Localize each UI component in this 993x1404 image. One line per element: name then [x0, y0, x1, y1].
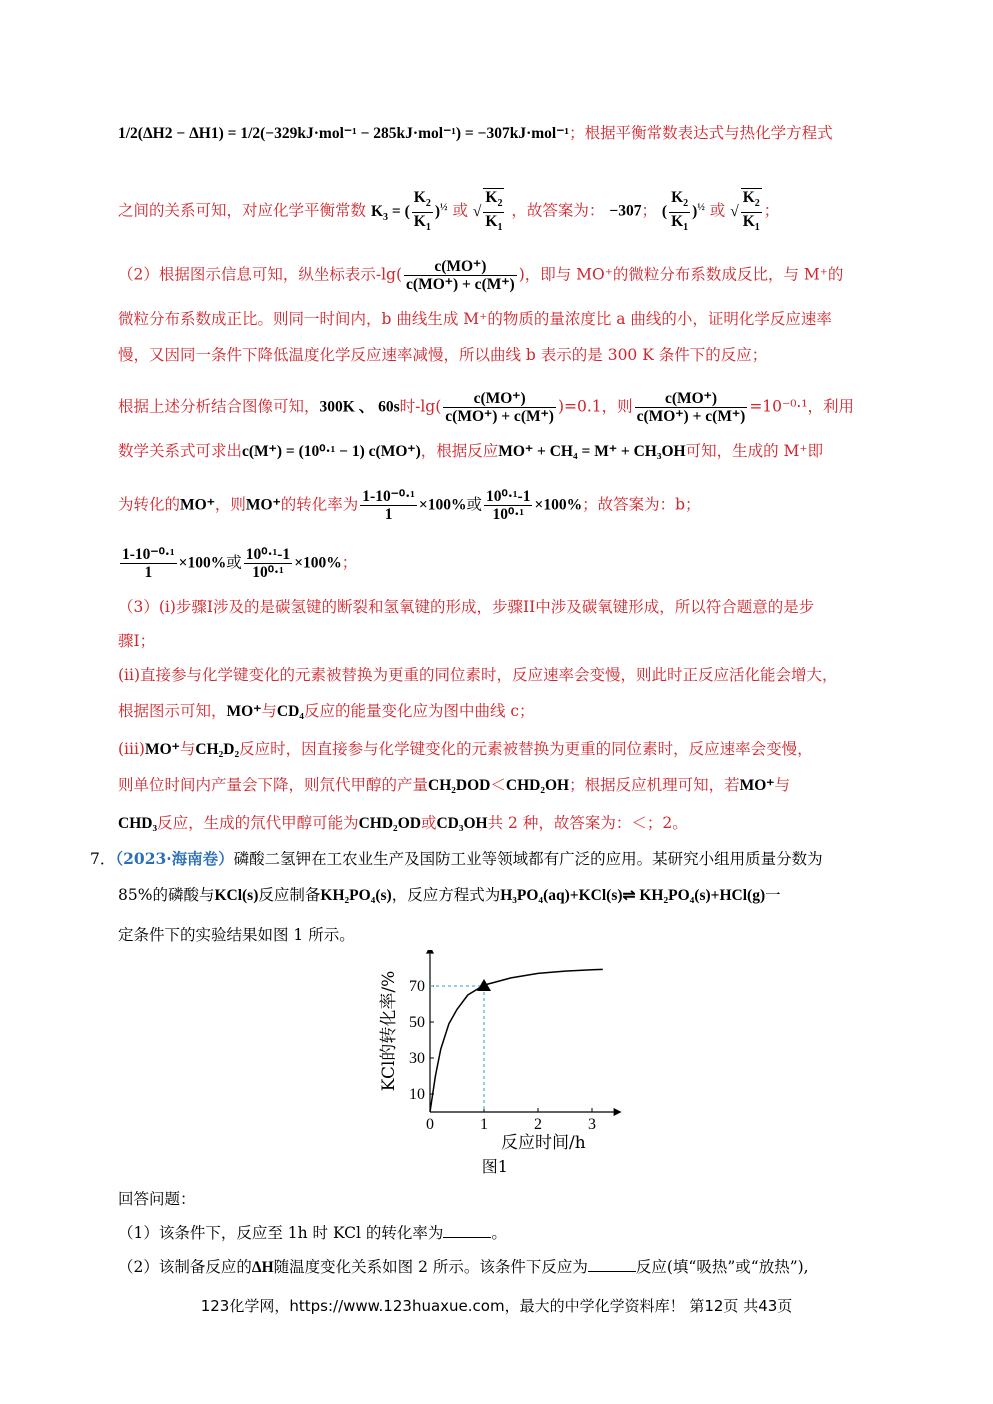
- text: 的转化率为: [280, 495, 359, 514]
- text: )=0.1，则: [557, 397, 633, 416]
- para3-line6: [118, 774, 790, 797]
- q7-line2: [118, 884, 781, 907]
- x-axis-label: 反应时间/h: [501, 1133, 586, 1153]
- fraction-den: c(MO⁺) + c(M⁺): [445, 408, 554, 425]
- fraction-den: 1: [144, 564, 153, 581]
- y-tick-label: 50: [409, 1014, 425, 1031]
- text: （1）该条件下，反应至 1h 时 KCl 的转化率为: [118, 1224, 444, 1242]
- dh-formula: 1/2(ΔH2 − ΔH1) = 1/2(−329kJ·mol⁻¹ − 285kJ·mol⁻¹) = −307kJ·mol⁻¹: [118, 125, 570, 142]
- fraction: [404, 258, 517, 293]
- text: ，反应方程式为: [391, 886, 501, 904]
- text: 共 2 种，故答案为：＜；2。: [487, 814, 688, 832]
- text: 反应制备: [258, 886, 321, 904]
- text: 与: [774, 776, 790, 794]
- answer-blank[interactable]: [588, 1271, 636, 1272]
- k3-formula: $K_3$ = ( $\frac{K_2}{K_1}$ )$^{\frac{1}{2}}$: [370, 188, 448, 233]
- para2-line7: [118, 546, 357, 581]
- fraction-num: 1-10⁻⁰·¹: [122, 546, 175, 563]
- sqrt-formula-2: √ $\frac{K_2}{K_1}$: [730, 203, 764, 220]
- text: 与: [261, 702, 277, 720]
- species: CHD₂OD: [358, 815, 421, 832]
- para2-line4: [118, 390, 854, 425]
- fraction-den: 1: [384, 506, 393, 523]
- formula: c(M⁺) = (10⁰·¹ − 1) c(MO⁺): [242, 443, 421, 460]
- question-source: （2023·海南卷）: [115, 849, 234, 868]
- species: MO⁺: [226, 703, 262, 720]
- text: 磷酸二氢钾在工农业生产及国防工业等领域都有广泛的应用。某研究小组用质量分数为: [233, 850, 823, 868]
- fraction-num: c(MO⁺): [443, 390, 556, 408]
- text: 反应的能量变化应为图中曲线 c；: [303, 702, 535, 720]
- para2-line2: 微粒分布系数成正比。则同一时间内，b 曲线生成 M⁺的物质的量浓度比 a 曲线的小，证明化学反应速率: [118, 310, 832, 328]
- fraction: [360, 488, 417, 523]
- answer-blank[interactable]: [443, 1237, 491, 1238]
- fraction-num: c(MO⁺): [404, 258, 517, 276]
- condition: 300K 、 60s: [319, 398, 400, 416]
- text: 时-lg(: [399, 397, 442, 416]
- text: 之间的关系可知，对应化学平衡常数: [118, 201, 367, 220]
- fraction-num: c(MO⁺): [635, 390, 748, 408]
- text-or: 或: [709, 201, 726, 220]
- fraction-den: c(MO⁺) + c(M⁺): [406, 276, 515, 293]
- para3-line2: 骤I；: [118, 632, 156, 650]
- text: 或: [420, 814, 437, 832]
- fraction-den: 10⁰·¹: [492, 506, 525, 523]
- text: ；: [641, 201, 657, 220]
- text-or: 或: [452, 201, 468, 220]
- x-tick-label: 1: [480, 1116, 488, 1133]
- fraction: [635, 390, 748, 425]
- text: ；: [763, 201, 780, 220]
- figure-1-chart: [370, 950, 640, 1180]
- text: 一: [765, 886, 781, 904]
- text: ；根据反应机理可知，若: [569, 776, 740, 794]
- delta-h: ΔH: [251, 1259, 274, 1276]
- text: 反应(填“吸热”或“放热”),: [635, 1258, 809, 1276]
- text: ；故答案为：b；: [582, 495, 701, 514]
- species: MO⁺: [180, 496, 215, 514]
- para3-line1: （3）(i)步骤I涉及的是碳氢键的断裂和氢氧键的形成，步骤II中涉及碳氧键形成，所以符合题意的是步: [118, 598, 815, 616]
- text: 反应时，因直接参与化学键变化的元素被替换为更重的同位素时，反应速率会变慢，: [239, 740, 813, 758]
- text: ；: [341, 553, 358, 572]
- percent: ×100%: [178, 554, 227, 572]
- equilibrium-constant-line: [118, 188, 779, 236]
- species: KH₂PO₄(s): [320, 887, 392, 904]
- percent: ×100%: [294, 554, 342, 572]
- percent: ×100%: [418, 496, 467, 514]
- species: KCl(s): [214, 887, 259, 904]
- answer-value: −307: [609, 202, 642, 220]
- para2-line3: 慢，又因同一条件下降低温度化学反应速率减慢，所以曲线 b 表示的是 300 K 条件下的反应；: [118, 346, 768, 364]
- chart-marks: [430, 969, 603, 1112]
- fraction: [484, 488, 532, 523]
- species: CH₂D₂: [195, 741, 240, 758]
- fraction-num: 1-10⁻⁰·¹: [362, 488, 415, 505]
- text: 则单位时间内产量会下降，则氘代甲醇的产量: [118, 776, 429, 794]
- text: =10⁻⁰·¹，利用: [749, 397, 855, 416]
- text: 数学关系式可求出: [118, 442, 243, 460]
- reaction-equation: H₃PO₄(aq)+KCl(s)⇌ KH₂PO₄(s)+HCl(g): [500, 887, 766, 904]
- fraction-den: 10⁰·¹: [252, 564, 284, 581]
- text: (iii): [118, 740, 145, 758]
- text: 85%的磷酸与: [118, 886, 215, 904]
- answer-prompt: 回答问题：: [118, 1190, 196, 1208]
- k3-formula-2: ( $\frac{K_2}{K_1}$ )$^{\frac{1}{2}}$: [661, 188, 705, 233]
- text: )，即与 MO⁺的微粒分布系数成反比，与 M⁺的: [518, 265, 844, 284]
- equation-text-tail: ；根据平衡常数表达式与热化学方程式: [569, 124, 833, 142]
- series-line-0: [430, 969, 603, 1112]
- fraction: [120, 546, 177, 581]
- text: ，根据反应: [420, 442, 499, 460]
- sqrt-formula: √ $\frac{K_2}{K_1}$: [473, 203, 507, 220]
- equation-line-dh: [118, 122, 833, 145]
- text: ＜: [490, 776, 506, 794]
- species: MO⁺: [144, 741, 180, 758]
- para2-line5: [118, 440, 823, 463]
- y-axis-arrow: [426, 950, 434, 954]
- text: 可知，生成的 M⁺即: [685, 442, 824, 460]
- fraction: [244, 546, 292, 581]
- q7-line3: 定条件下的实验结果如图 1 所示。: [118, 926, 355, 944]
- fraction-num: 10⁰·¹-1: [486, 488, 531, 505]
- fraction-num: 10⁰·¹-1: [245, 546, 291, 563]
- species: MO⁺: [739, 777, 775, 794]
- q7-line1: [90, 848, 823, 870]
- y-tick-label: 70: [409, 978, 425, 995]
- para2-line6: [118, 488, 701, 523]
- text: 与: [179, 740, 196, 758]
- figure-caption: 图1: [481, 1157, 508, 1176]
- text: ，故答案为：: [511, 201, 605, 220]
- x-tick-label: 0: [426, 1116, 434, 1133]
- text: 。: [491, 1224, 507, 1242]
- species: CD₄: [276, 703, 304, 720]
- para3-line5: [118, 738, 813, 761]
- sub-question-1: [118, 1222, 507, 1244]
- text: （2）根据图示信息可知，纵坐标表示-lg(: [118, 265, 403, 284]
- sub-question-2: [118, 1256, 809, 1279]
- species: CH₂DOD: [428, 777, 491, 794]
- text: 反应，生成的氘代甲醇可能为: [157, 814, 359, 832]
- para3-line7: [118, 812, 688, 835]
- species: CD₃OH: [436, 815, 488, 832]
- text: 根据图示可知，: [118, 702, 227, 720]
- species: MO⁺: [245, 496, 281, 514]
- text: 为转化的: [118, 495, 181, 514]
- data-point-marker: [477, 979, 491, 991]
- reaction: MO⁺ + CH₄ = M⁺ + CH₃OH: [498, 443, 686, 460]
- para2-line1: [118, 258, 843, 293]
- para3-line4: [118, 700, 535, 723]
- x-tick-label: 2: [534, 1116, 542, 1133]
- x-tick-label: 3: [588, 1116, 596, 1133]
- percent: ×100%: [534, 496, 583, 514]
- species: CHD₂OH: [505, 777, 570, 794]
- para3-line3: (ii)直接参与化学键变化的元素被替换为更重的同位素时，反应速率会变慢，则此时正反应活化能会增大，: [118, 666, 838, 684]
- fraction-den: c(MO⁺) + c(M⁺): [636, 408, 746, 425]
- text-or: 或: [226, 553, 242, 572]
- text-or: 或: [466, 495, 483, 514]
- page-footer: 123化学网，https://www.123huaxue.com，最大的中学化学资料库！ 第12页 共43页: [200, 1297, 793, 1315]
- y-tick-label: 30: [409, 1050, 425, 1067]
- text: （2）该制备反应的: [118, 1258, 252, 1276]
- question-number: 7．: [90, 850, 116, 868]
- x-axis-arrow: [614, 1108, 622, 1116]
- species: CHD₃: [118, 815, 158, 832]
- text: ，则: [214, 495, 246, 514]
- text: 根据上述分析结合图像可知，: [118, 397, 320, 416]
- fraction: [443, 390, 556, 425]
- chart-axes: [379, 950, 622, 1176]
- y-tick-label: 10: [409, 1086, 425, 1103]
- text: 随温度变化关系如图 2 所示。该条件下反应为: [273, 1258, 588, 1276]
- y-axis-label: KCl的转化率/%: [379, 970, 399, 1092]
